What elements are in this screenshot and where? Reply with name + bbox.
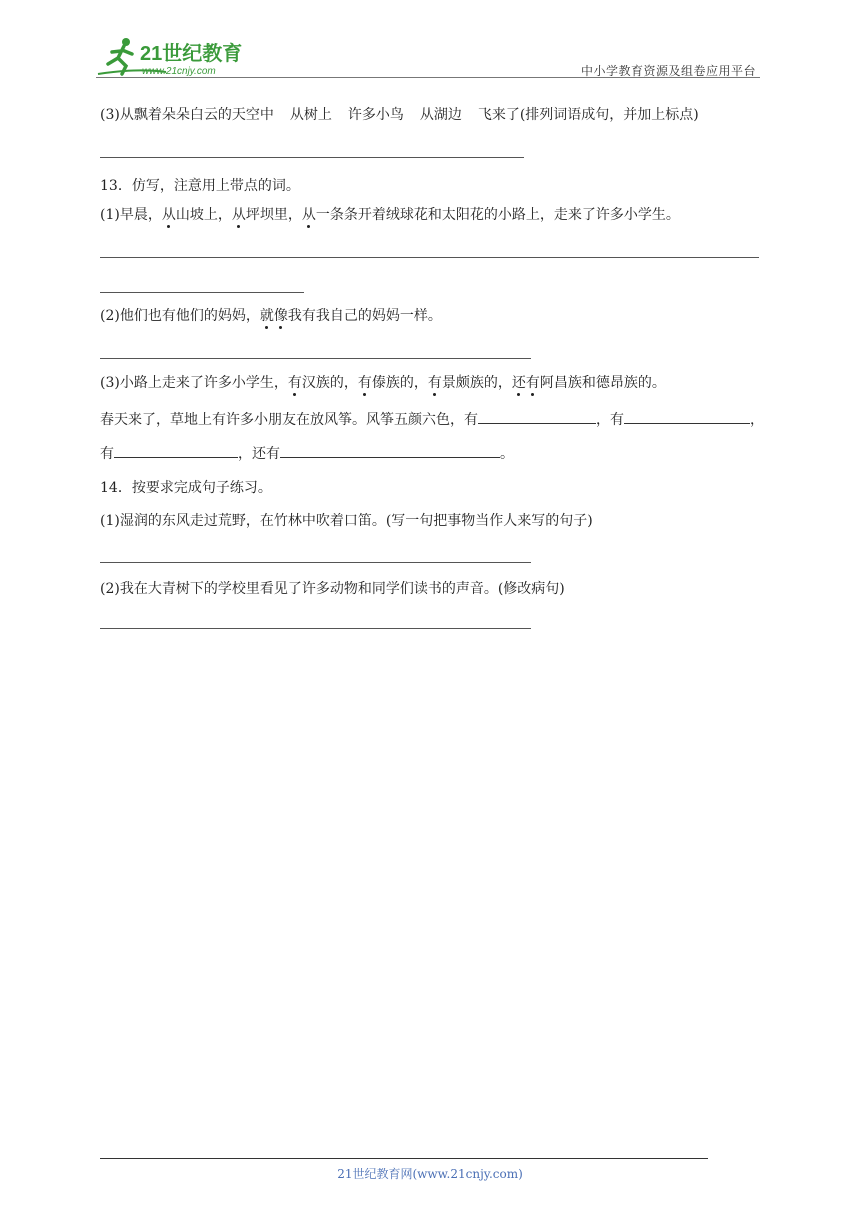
q13-part1: (1)早晨，从山坡上，从坪坝里，从一条条开着绒球花和太阳花的小路上，走来了许多小学生。: [100, 207, 680, 223]
answer-line[interactable]: [100, 292, 304, 293]
page-header: [96, 34, 760, 80]
word-1: 从飘着朵朵白云的天空中: [119, 107, 274, 123]
footer-divider: [100, 1158, 708, 1159]
fill-blank-4[interactable]: [280, 443, 500, 458]
word-3: 许多小鸟: [347, 107, 404, 123]
fill-blank-1[interactable]: [478, 409, 596, 424]
q14-part2: (2)我在大青树下的学校里看见了许多动物和同学们读书的声音。(修改病句): [100, 581, 565, 597]
logo-title: 21世纪教育: [140, 43, 243, 65]
q13-part2: (2)他们也有他们的妈妈，就像我有我自己的妈妈一样。: [100, 308, 442, 324]
word-4: 从湖边: [419, 107, 462, 123]
q13-fill-row2: 有 ，还有 。: [100, 443, 514, 464]
answer-line[interactable]: [100, 157, 524, 158]
answer-line[interactable]: [100, 257, 759, 258]
answer-line[interactable]: [100, 562, 531, 563]
q12-part3: (3)从飘着朵朵白云的天空中 从树上 许多小鸟 从湖边 飞来了(排列词语成句，并加上标点): [100, 107, 699, 123]
q13-title: 13．仿写，注意用上带点的词。: [100, 178, 300, 194]
answer-line[interactable]: [100, 358, 531, 359]
q13-part3: (3)小路上走来了许多小学生，有汉族的，有傣族的，有景颇族的，还有阿昌族和德昂族的。: [100, 375, 666, 391]
platform-name: 中小学教育资源及组卷应用平台: [580, 64, 756, 78]
q13-fill-row1: 春天来了，草地上有许多小朋友在放风筝。风筝五颜六色，有 ，有 ，: [100, 409, 764, 430]
fill-blank-3[interactable]: [114, 443, 238, 458]
word-5: 飞来了: [477, 107, 520, 123]
header-divider: [96, 77, 760, 78]
site-logo: [96, 34, 266, 78]
word-2: 从树上: [289, 107, 332, 123]
footer-link[interactable]: 21世纪教育网(www.21cnjy.com): [337, 1167, 523, 1181]
q14-part1: (1)湿润的东风走过荒野，在竹林中吹着口笛。(写一句把事物当作人来写的句子): [100, 513, 593, 529]
logo-url: www.21cnjy.com: [142, 66, 216, 77]
fill-blank-2[interactable]: [624, 409, 750, 424]
q14-title: 14．按要求完成句子练习。: [100, 480, 272, 496]
answer-line[interactable]: [100, 628, 531, 629]
